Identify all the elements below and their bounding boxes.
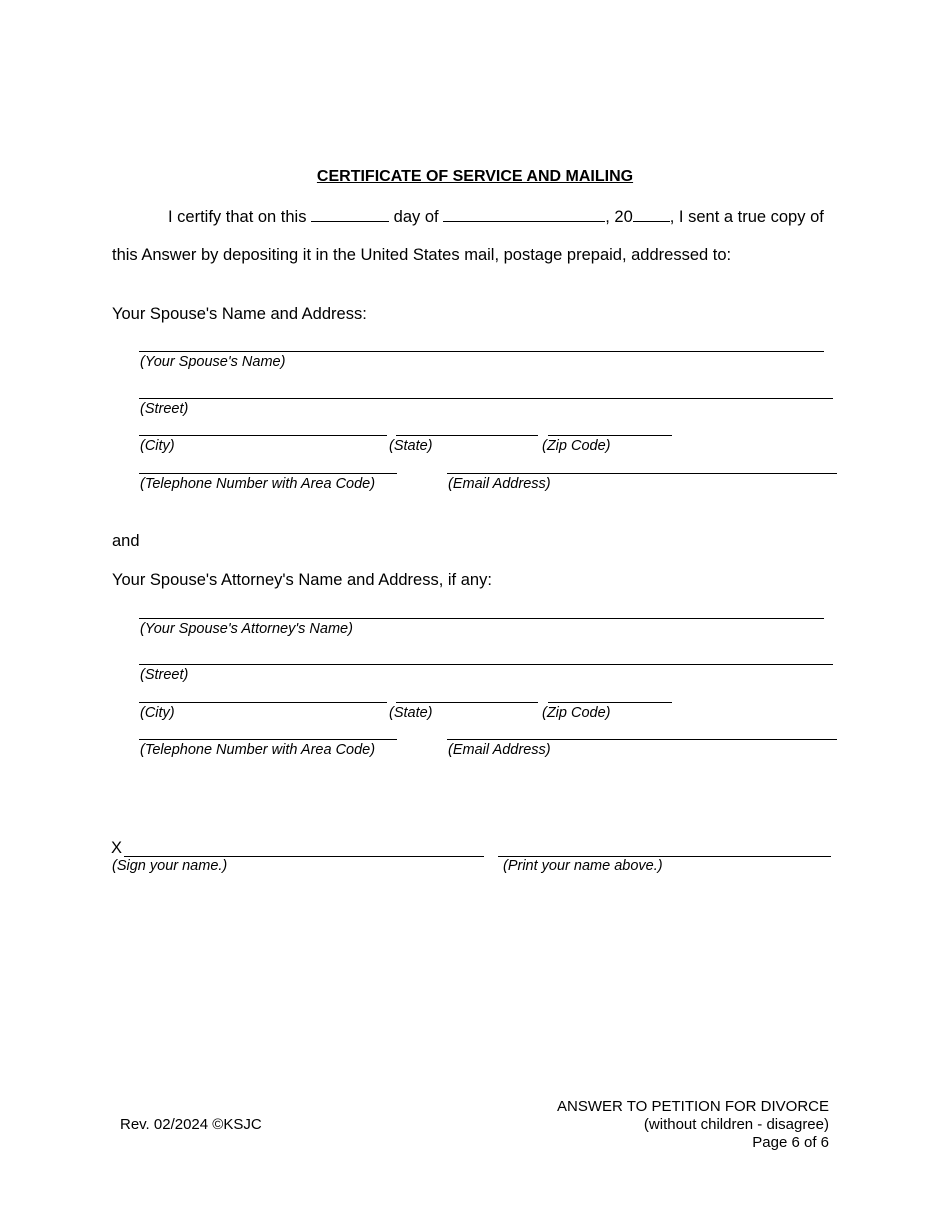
- attorney-city-line[interactable]: [139, 702, 387, 703]
- spouse-street-caption: (Street): [140, 401, 189, 417]
- spouse-name-line[interactable]: [139, 351, 824, 352]
- print-name-line[interactable]: [498, 856, 831, 857]
- spouse-zip-line[interactable]: [548, 435, 672, 436]
- attorney-street-line[interactable]: [139, 664, 833, 665]
- spouse-phone-caption: (Telephone Number with Area Code): [140, 476, 376, 492]
- attorney-state-caption: (State): [389, 705, 433, 721]
- year-field[interactable]: [633, 207, 670, 222]
- certify-line-2: this Answer by depositing it in the United States mail, postage prepaid, addressed to:: [112, 246, 732, 264]
- spouse-email-caption: (Email Address): [448, 476, 551, 492]
- sign-caption: (Sign your name.): [112, 858, 228, 874]
- spouse-city-caption: (City): [140, 438, 175, 454]
- certify-text-1: I certify that on this: [168, 208, 307, 226]
- attorney-email-line[interactable]: [447, 739, 837, 740]
- certify-text-3: , 20: [605, 208, 633, 226]
- day-field[interactable]: [311, 207, 389, 222]
- spouse-state-line[interactable]: [396, 435, 538, 436]
- month-field[interactable]: [443, 207, 605, 222]
- attorney-phone-line[interactable]: [139, 739, 397, 740]
- attorney-city-caption: (City): [140, 705, 175, 721]
- spouse-email-line[interactable]: [447, 473, 837, 474]
- signature-line[interactable]: [124, 856, 484, 857]
- attorney-zip-caption: (Zip Code): [542, 705, 611, 721]
- attorney-email-caption: (Email Address): [448, 742, 551, 758]
- certify-text-4: , I sent a true copy of: [669, 208, 824, 226]
- spouse-name-caption: (Your Spouse's Name): [140, 354, 286, 370]
- spouse-city-line[interactable]: [139, 435, 387, 436]
- spouse-phone-line[interactable]: [139, 473, 397, 474]
- spouse-heading: Your Spouse's Name and Address:: [112, 305, 367, 323]
- signature-x-mark: X: [111, 839, 123, 857]
- certify-line-1: [168, 207, 824, 227]
- spouse-street-line[interactable]: [139, 398, 833, 399]
- attorney-name-line[interactable]: [139, 618, 824, 619]
- revision-note: Rev. 02/2024 ©KSJC: [120, 1116, 262, 1133]
- spouse-state-caption: (State): [389, 438, 433, 454]
- attorney-phone-caption: (Telephone Number with Area Code): [140, 742, 376, 758]
- page-title: CERTIFICATE OF SERVICE AND MAILING: [316, 168, 634, 185]
- and-text: and: [112, 532, 140, 550]
- attorney-name-caption: (Your Spouse's Attorney's Name): [140, 621, 353, 637]
- attorney-street-caption: (Street): [140, 667, 189, 683]
- form-subtitle: (without children - disagree): [643, 1116, 829, 1133]
- print-caption: (Print your name above.): [503, 858, 663, 874]
- page-number: Page 6 of 6: [752, 1134, 829, 1151]
- attorney-zip-line[interactable]: [548, 702, 672, 703]
- attorney-heading: Your Spouse's Attorney's Name and Address, if any:: [112, 571, 492, 589]
- attorney-state-line[interactable]: [396, 702, 538, 703]
- spouse-zip-caption: (Zip Code): [542, 438, 611, 454]
- certify-text-2: day of: [393, 208, 439, 226]
- form-title: ANSWER TO PETITION FOR DIVORCE: [557, 1098, 829, 1115]
